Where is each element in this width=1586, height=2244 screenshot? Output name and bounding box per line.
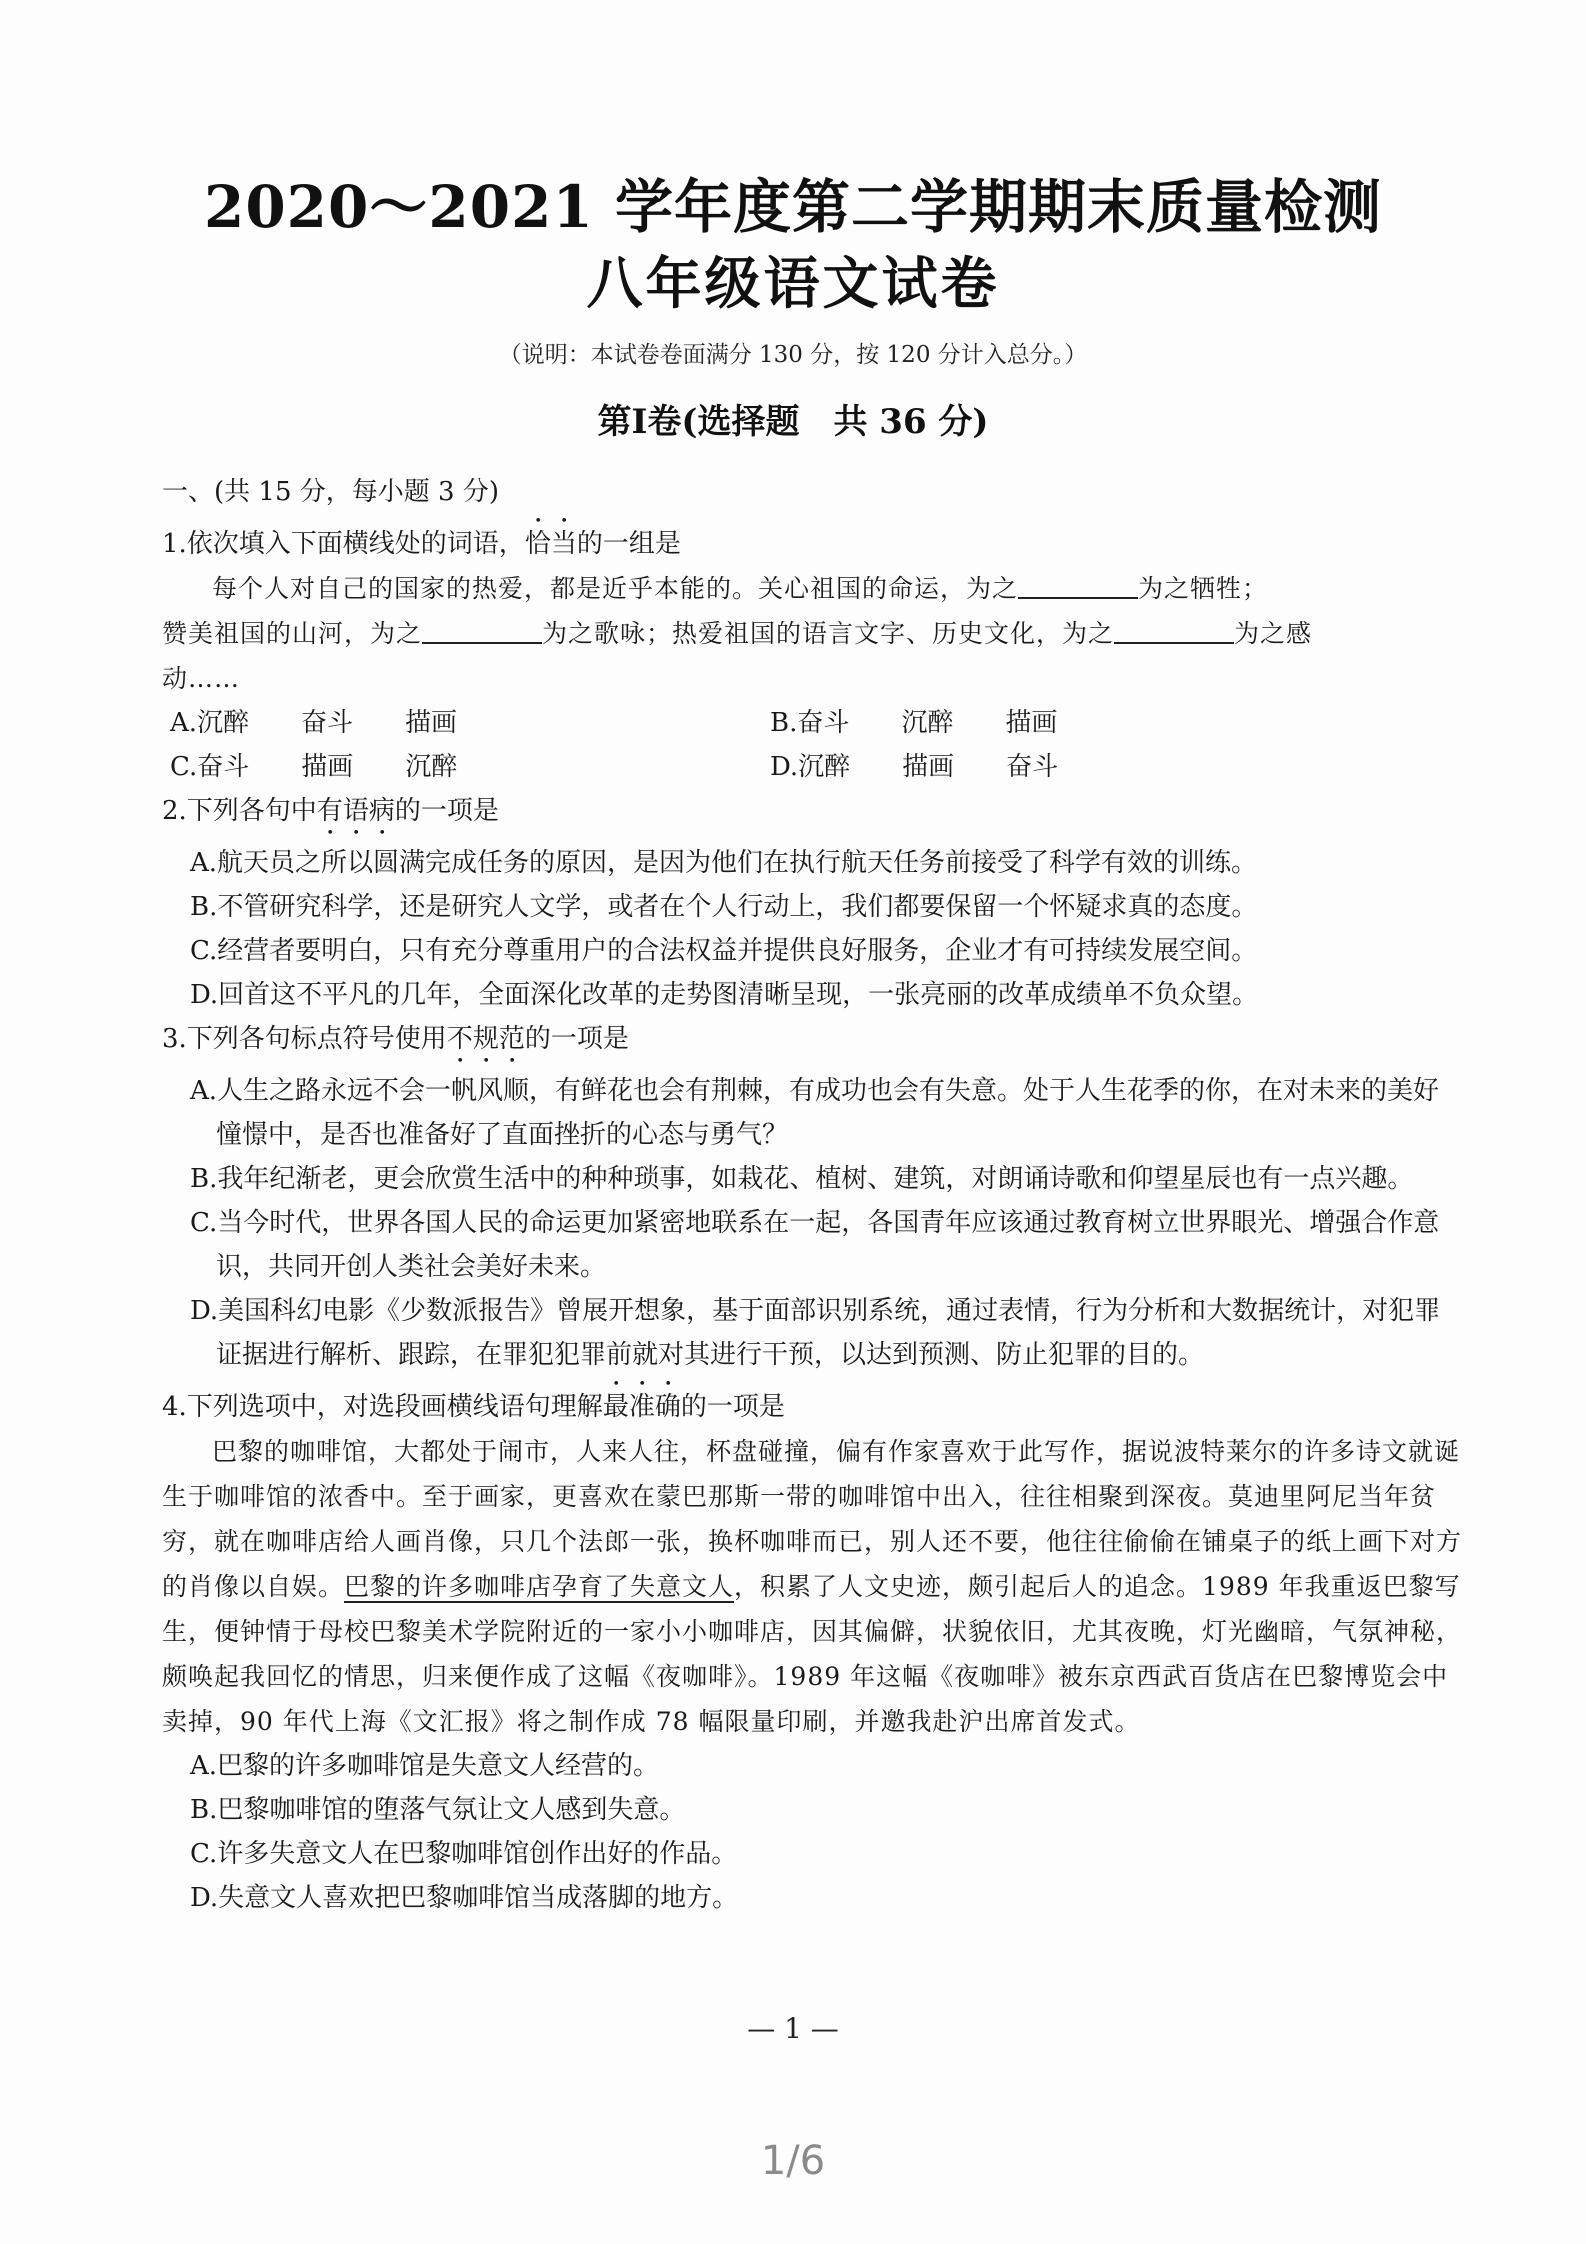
exam-content	[162, 470, 1462, 1920]
option-b: B.奋斗 沉醉 描画	[770, 708, 1058, 738]
option-b: B.我年纪渐老，更会欣赏生活中的种种琐事，如栽花、植树、建筑，对朗诵诗歌和仰望星辰也有一点兴趣。	[190, 1164, 1414, 1194]
question-2-stem: 2.下列各句中有语病的一项是	[162, 796, 499, 826]
option-c: C.当今时代，世界各国人民的命运更加紧密地联系在一起，各国青年应该通过教育树立世界眼光、增强合作意识，共同开创人类社会美好未来。	[190, 1208, 1440, 1282]
question-4-passage: 巴黎的咖啡馆，大都处于闹市，人来人往，杯盘碰撞，偏有作家喜欢于此写作，据说波特莱尔的许多诗文就诞生于咖啡馆的浓香中。至于画家，更喜欢在蒙巴那斯一带的咖啡馆中出入，往往相聚到深夜。莫迪里阿尼当年贫穷，就在咖啡店给人画肖像，只几个法郎一张，换杯咖啡而已，别人还不要，他往往偷偷在铺桌子的纸上画下对方的肖像以自娱。巴黎的许多咖啡店孕育了失意文人，积累了人文史迹，颇引起后人的追念。1989 年我重返巴黎写生，便钟情于母校巴黎美术学院附近的一家小小咖啡店，因其偏僻，状貌依旧，尤其夜晚，灯光幽暗，气氛神秘，颇唤起我回忆的情思，归来便作成了这幅《夜咖啡》。1989 年这幅《夜咖啡》被东京西武百货店在巴黎博览会中卖掉，90 年代上海《文汇报》将之制作成 78 幅限量印刷，并邀我赴沪出席首发式。	[162, 1437, 1463, 1736]
option-a: A.人生之路永远不会一帆风顺，有鲜花也会有荆棘，有成功也会有失意。处于人生花季的你，在对未来的美好憧憬中，是否也准备好了直面挫折的心态与勇气？	[190, 1076, 1440, 1150]
exam-subtitle: 八年级语文试卷	[586, 251, 1000, 317]
option-b: B.巴黎咖啡馆的堕落气氛让文人感到失意。	[190, 1795, 686, 1825]
option-d: D.失意文人喜欢把巴黎咖啡馆当成落脚的地方。	[190, 1883, 739, 1913]
question-4-stem: 4.下列选项中，对选段画横线语句理解最准确的一项是	[162, 1392, 785, 1422]
section-heading: 第Ⅰ卷(选择题 共 36 分)	[597, 402, 989, 442]
exam-title: 2020～2021 学年度第二学期期末质量检测	[203, 173, 1383, 241]
option-a: A.航天员之所以圆满完成任务的原因，是因为他们在执行航天任务前接受了科学有效的训练。	[190, 848, 1258, 878]
option-d: D.沉醉 描画 奋斗	[770, 752, 1059, 782]
option-c: C.奋斗 描画 沉醉	[170, 752, 458, 782]
question-3-stem: 3.下列各句标点符号使用不规范的一项是	[162, 1024, 629, 1054]
part-heading: 一、(共 15 分，每小题 3 分)	[162, 477, 499, 507]
option-c: C.许多失意文人在巴黎咖啡馆创作出好的作品。	[190, 1839, 738, 1869]
question-1-options	[162, 701, 1462, 789]
answer-blank	[422, 618, 542, 644]
page-number: — 1 —	[747, 2012, 839, 2045]
exam-note: （说明：本试卷卷面满分 130 分，按 120 分计入总分。）	[498, 342, 1088, 368]
underlined-sentence: 巴黎的许多咖啡店孕育了失意文人	[344, 1572, 735, 1601]
option-a: A.巴黎的许多咖啡馆是失意文人经营的。	[190, 1751, 660, 1781]
answer-blank	[1114, 618, 1234, 644]
page-indicator: 1/6	[760, 2138, 826, 2184]
option-b: B.不管研究科学，还是研究人文学，或者在个人行动上，我们都要保留一个怀疑求真的态度。	[190, 892, 1258, 922]
option-d: D.回首这不平凡的几年，全面深化改革的走势图清晰呈现，一张亮丽的改革成绩单不负众望。	[190, 980, 1259, 1010]
option-a: A.沉醉 奋斗 描画	[170, 708, 458, 738]
option-d: D.美国科幻电影《少数派报告》曾展开想象，基于面部识别系统，通过表情，行为分析和大数据统计，对犯罪证据进行解析、跟踪，在罪犯犯罪前就对其进行干预，以达到预测、防止犯罪的目的。	[190, 1296, 1441, 1370]
question-1-stem: 1.依次填入下面横线处的词语，恰当的一组是	[162, 529, 681, 559]
option-c: C.经营者要明白，只有充分尊重用户的合法权益并提供良好服务，企业才有可持续发展空间。	[190, 936, 1258, 966]
question-1-passage: 每个人对自己的国家的热爱，都是近乎本能的。关心祖国的命运，为之 为之牺牲； 赞美祖国的山河，为之 为之歌咏；热爱祖国的语言文字、历史文化，为之 为之感 动……	[162, 574, 1313, 693]
answer-blank	[1018, 573, 1138, 599]
